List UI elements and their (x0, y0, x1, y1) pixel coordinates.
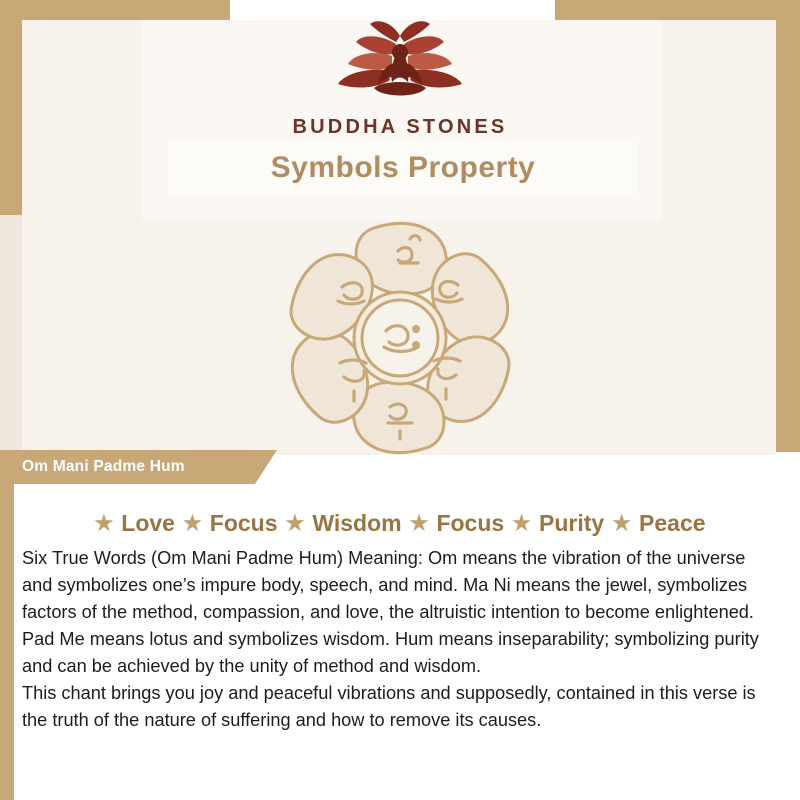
star-icon: ★ (285, 512, 305, 535)
description-text (22, 545, 780, 734)
keyword-list (0, 510, 800, 537)
brand-name: BUDDHA STONES (292, 116, 508, 138)
mandala-graphic (0, 205, 800, 475)
keyword-item-3: Focus (436, 510, 505, 536)
paragraph-0: Six True Words (Om Mani Padme Hum) Meaning: Om means the vibration of the universe and symbolizes one’s impure body, speech, and mind. Ma Ni means the jewel, symbolizes factors of the method, compassion, and love, the altruistic intention to become enlightened. Pad Me means lotus and symbolizes wisdom. Hum means inseparability; symbolizing purity and can be achieved by the unity of method and wisdom. (22, 548, 759, 676)
star-icon: ★ (409, 512, 429, 535)
om-mani-padme-hum-lotus-mandala-icon (250, 205, 550, 475)
star-icon: ★ (182, 512, 202, 535)
om-mani-tab-label: Om Mani Padme Hum (22, 458, 185, 475)
brand-logo (0, 12, 800, 139)
keyword-item-0: Love (121, 510, 175, 536)
keyword-item-2: Wisdom (312, 510, 402, 536)
page-title-band (168, 142, 638, 194)
lotus-meditation-figure-icon (300, 12, 500, 112)
keyword-item-1: Focus (209, 510, 278, 536)
om-mani-tab (0, 450, 255, 484)
om-mani-tab-corner (255, 450, 277, 484)
keyword-item-4: Purity (539, 510, 605, 536)
star-icon: ★ (512, 512, 531, 535)
star-icon: ★ (612, 512, 632, 535)
page-title: Symbols Property (270, 151, 536, 184)
keyword-item-5: Peace (639, 510, 706, 536)
star-icon: ★ (94, 512, 114, 535)
paragraph-1: This chant brings you joy and peaceful vibrations and supposedly, contained in this verse is the truth of the nature of suffering and how to remove its causes. (22, 683, 756, 730)
